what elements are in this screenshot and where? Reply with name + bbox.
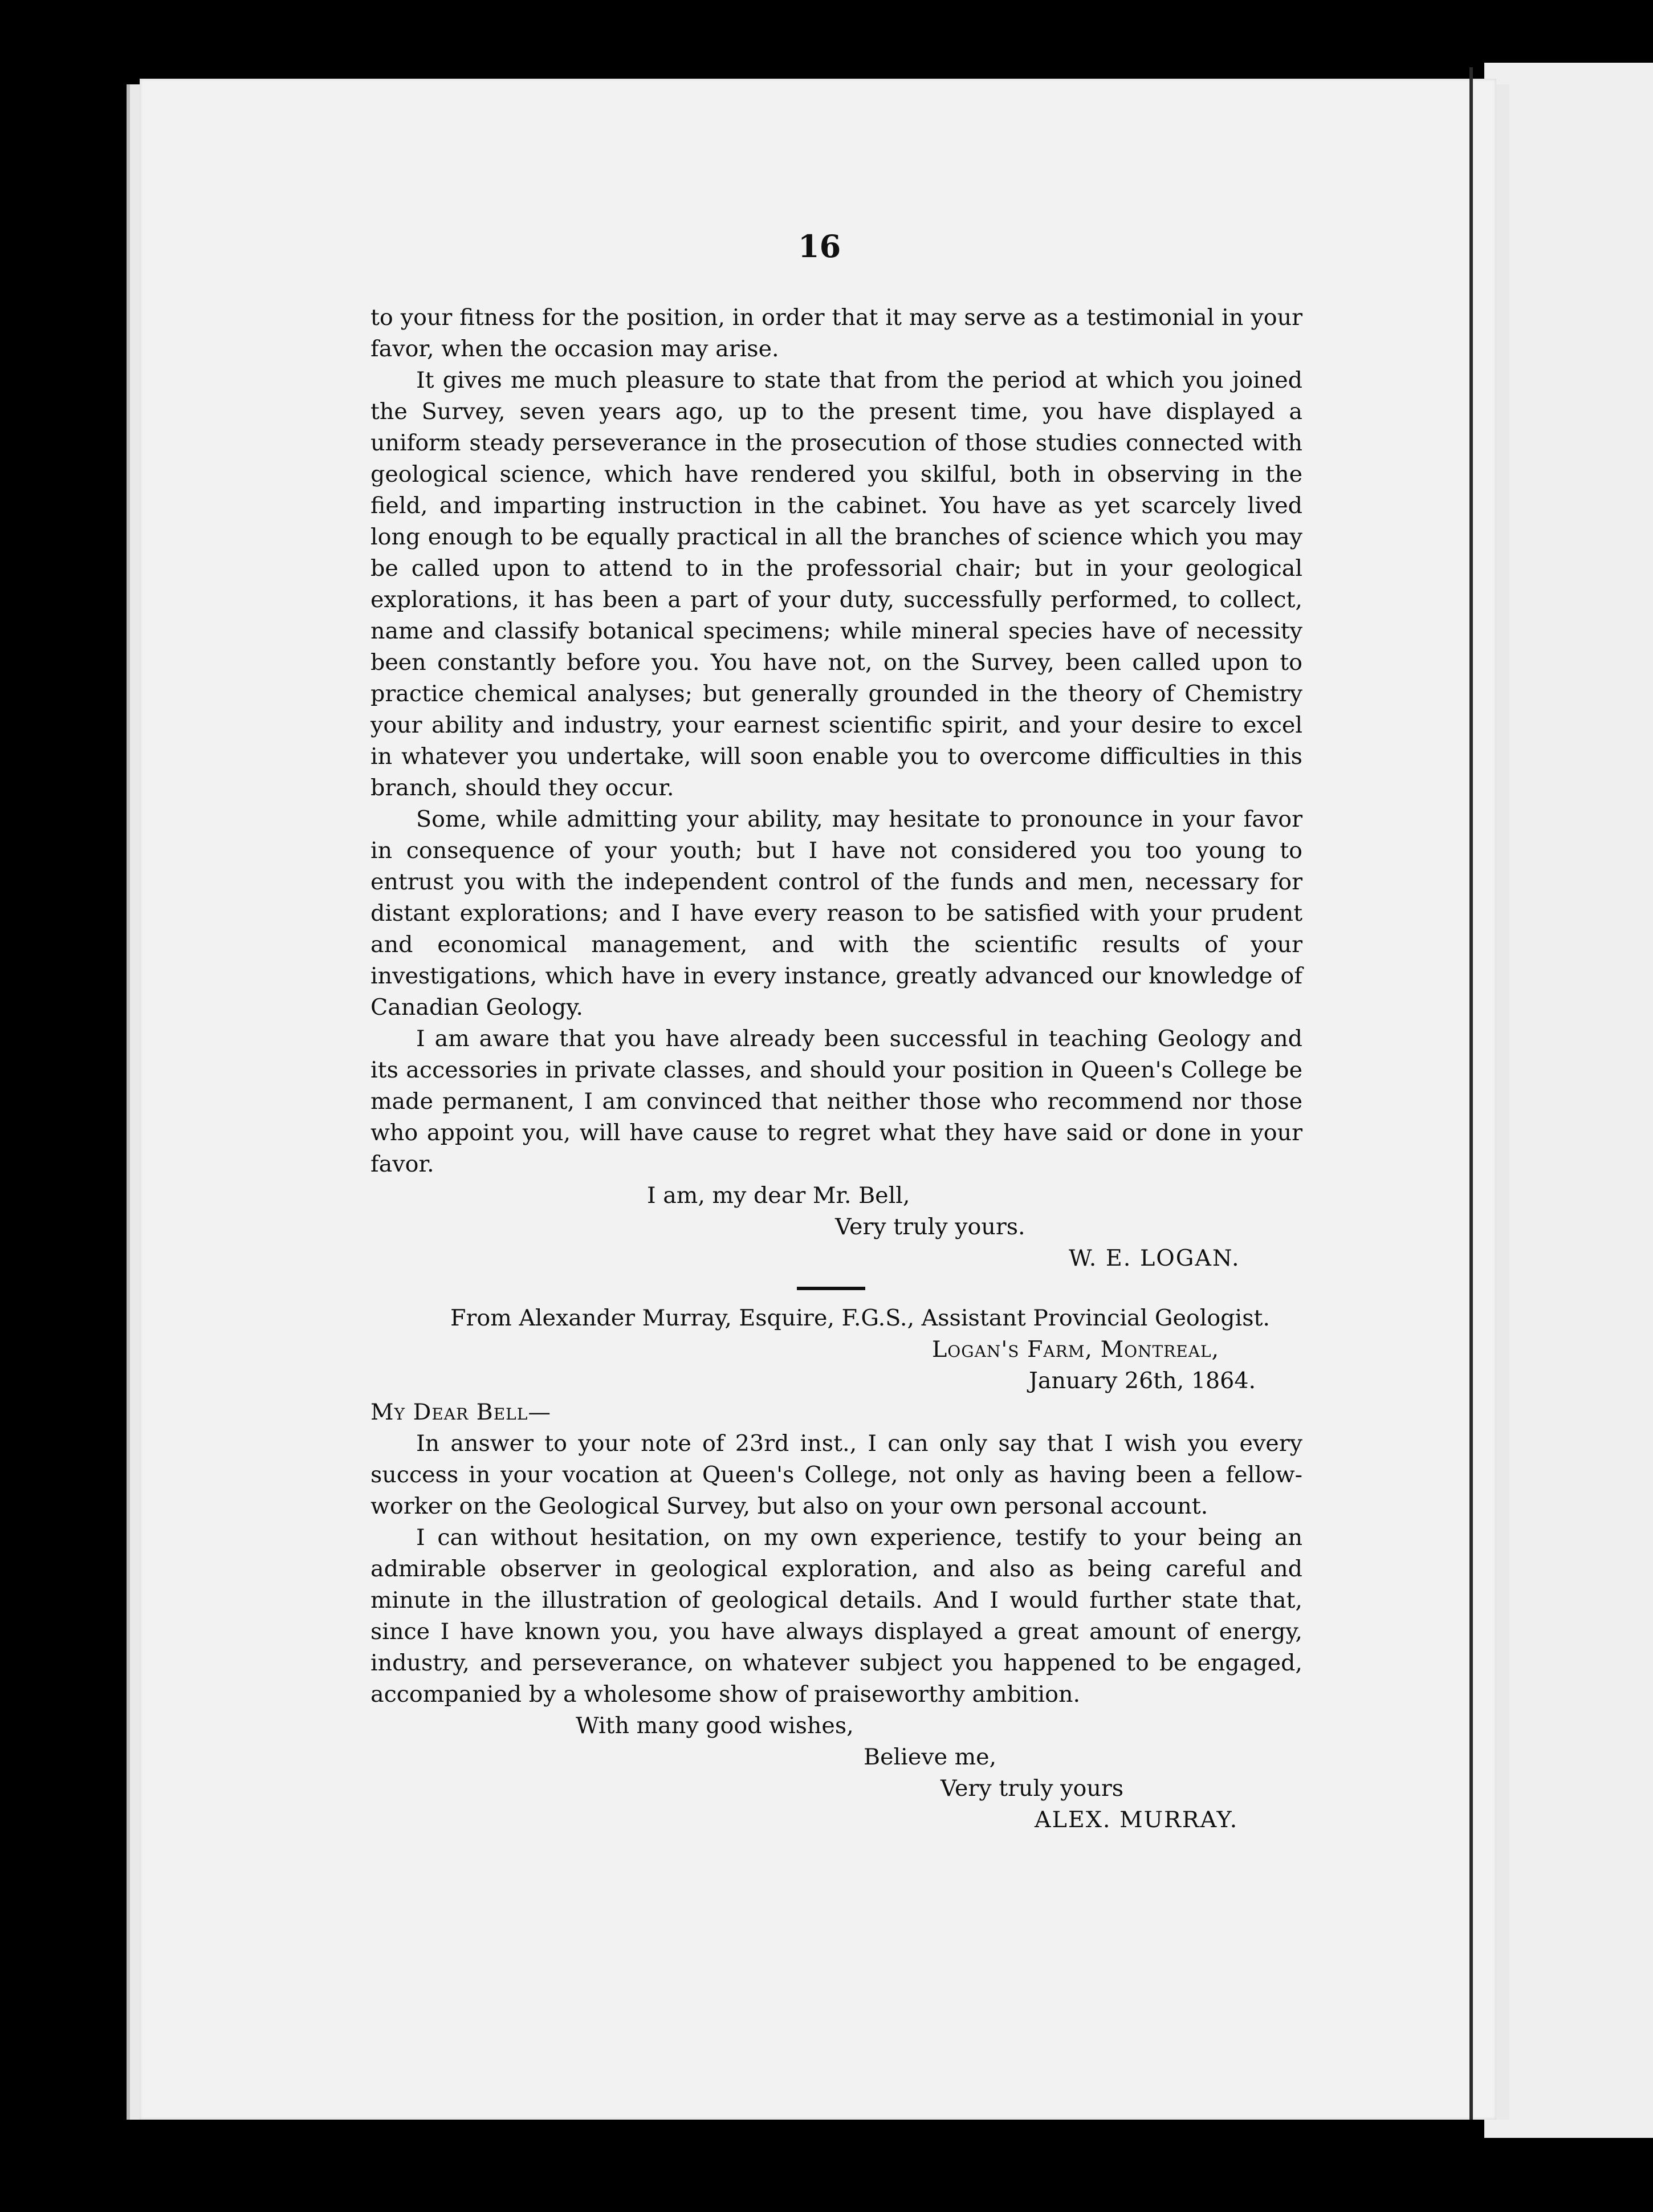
section-divider [797, 1287, 865, 1290]
letter-text [370, 302, 1302, 1836]
murray-closing-2: Believe me, [864, 1744, 997, 1770]
book-spine [1469, 67, 1473, 2120]
murray-address: Logan's Farm, Montreal, [932, 1336, 1220, 1363]
logan-closing-2: Very truly yours. [835, 1214, 1025, 1240]
murray-salutation: My Dear Bell— [370, 1399, 551, 1425]
murray-paragraph-1: In answer to your note of 23rd inst., I can only say that I wish you every success in your vocation at Queen's College, not only as having been a fellow-worker on the Geological Survey, but also on your own personal account. [370, 1430, 1302, 1519]
murray-closing-1: With many good wishes, [576, 1713, 854, 1739]
facing-page-edge [1484, 63, 1653, 2138]
logan-paragraph-4: I am aware that you have already been successful in teaching Geology and its accessories in private classes, and should your position in Queen's College be made permanent, I am convinced that neither those who recommend nor those who appoint you, will have cause to regret what they have said or done in your favor. [370, 1026, 1302, 1177]
logan-signature: W. E. LOGAN. [1069, 1245, 1240, 1271]
logan-paragraph-2: It gives me much pleasure to state that from the period at which you joined the Survey, seven years ago, up to the present time, you have displayed a uniform steady perseverance in the prosecution of those studies connected with geological science, which have rendered you skilful, both in observing in the field, and imparting instruction in the cabinet. You have as yet scarcely lived long enough to be equally practical in all the branches of science which you may be called upon to attend to in the professorial chair; but in your geological explorations, it has been a part of your duty, successfully performed, to collect, name and classify botanical specimens; while mineral species have of necessity been constantly before you. You have not, on the Survey, been called upon to practice chemical analyses; but generally grounded in the theory of Chemistry your ability and industry, your earnest scientific spirit, and your desire to excel in whatever you undertake, will soon enable you to overcome difficulties in this branch, should they occur. [370, 367, 1302, 801]
logan-paragraph-3: Some, while admitting your ability, may hesitate to pronounce in your favor in consequence of your youth; but I have not considered you too young to entrust you with the independent control of the funds and men, necessary for distant explorations; and I have every reason to be satisfied with your prudent and economical management, and with the scientific results of your investigations, which have in every instance, greatly advanced our knowledge of Canadian Geology. [370, 806, 1302, 1020]
murray-heading: From Alexander Murray, Esquire, F.G.S., Assistant Provincial Geologist. [450, 1305, 1270, 1331]
murray-closing-3: Very truly yours [940, 1775, 1124, 1802]
logan-closing-1: I am, my dear Mr. Bell, [647, 1182, 910, 1209]
murray-signature: ALEX. MURRAY. [1035, 1807, 1239, 1833]
page-number: 16 [798, 228, 841, 265]
murray-paragraph-2: I can without hesitation, on my own experience, testify to your being an admirable observer in geological exploration, and also as being careful and minute in the illustration of geological details. And I would further state that, since I have known you, you have always displayed a great amount of energy, industry, and perseverance, on whatever subject you happened to be engaged, accompanied by a wholesome show of praiseworthy ambition. [370, 1524, 1302, 1707]
logan-paragraph-1: to your fitness for the position, in order that it may serve as a testimonial in your favor, when the occasion may arise. [370, 304, 1302, 362]
murray-date: January 26th, 1864. [1029, 1368, 1256, 1394]
